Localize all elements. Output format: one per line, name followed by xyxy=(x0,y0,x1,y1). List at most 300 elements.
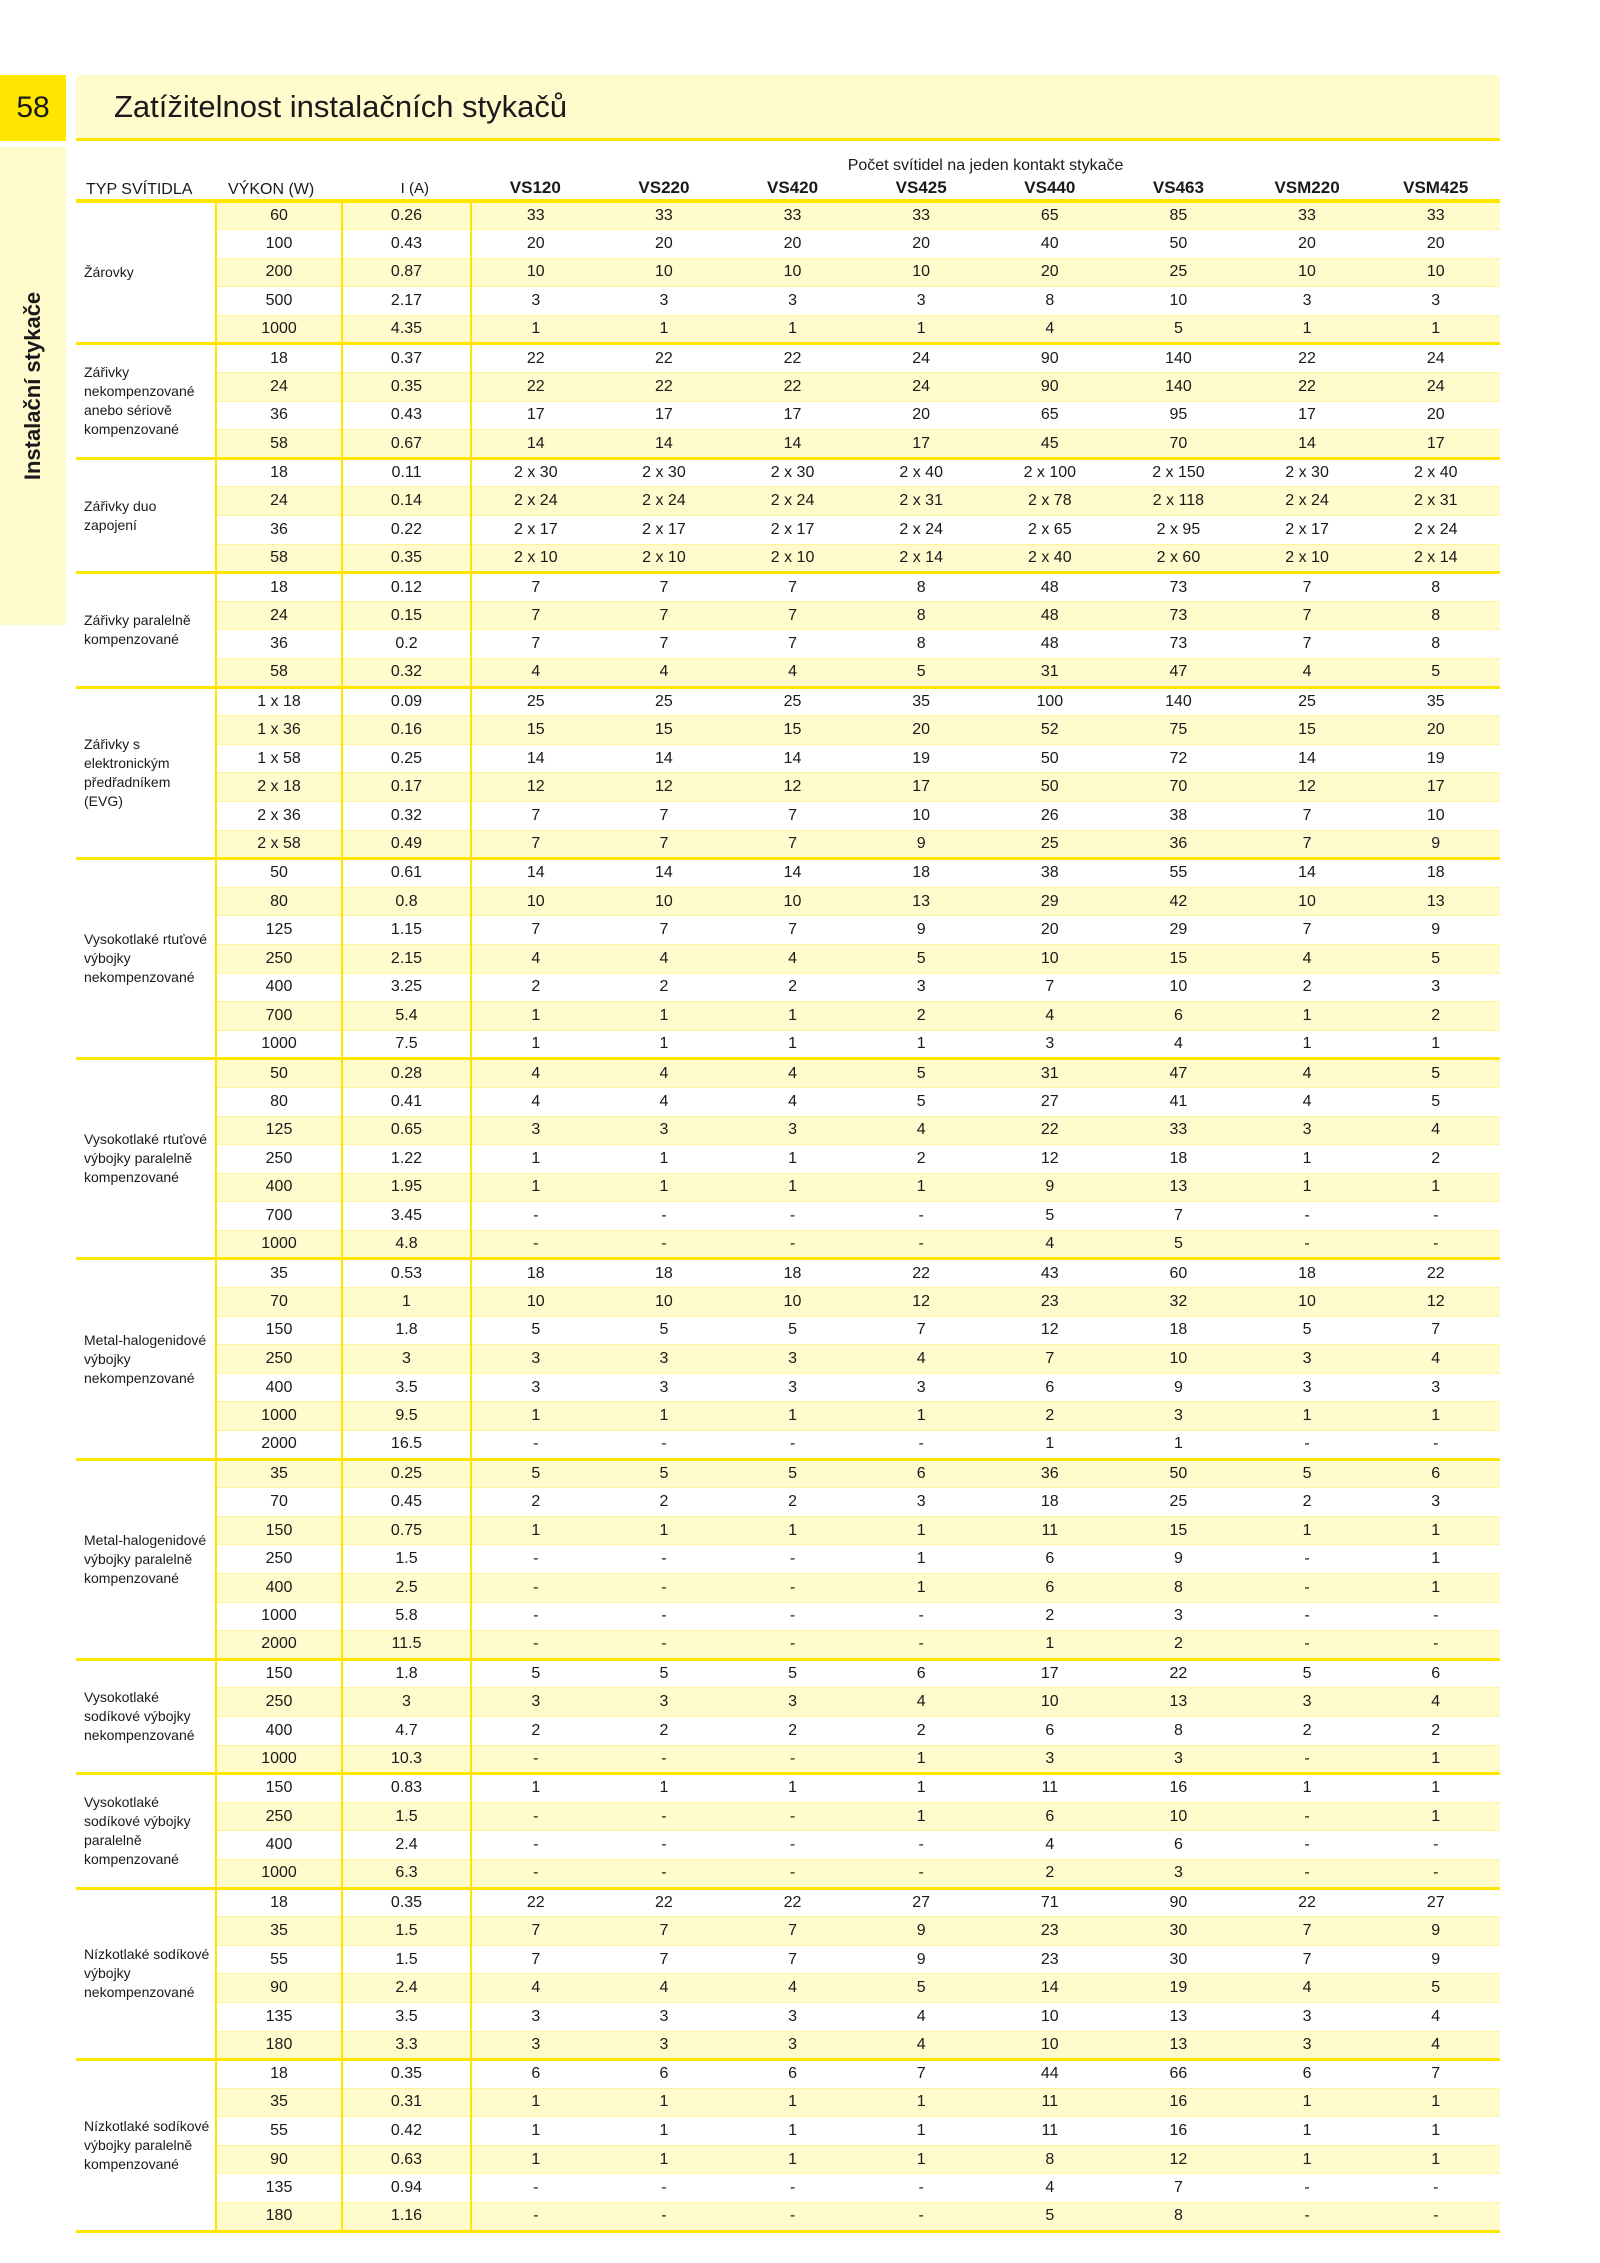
power-cell: 180 xyxy=(216,2031,342,2060)
header-type: TYP SVÍTIDLA xyxy=(86,181,193,198)
current-cell: 7.5 xyxy=(342,1030,471,1059)
count-cell: 22 xyxy=(471,344,600,373)
count-cell: 4 xyxy=(857,2002,986,2031)
count-cell: 22 xyxy=(728,373,857,402)
current-cell: 0.37 xyxy=(342,344,471,373)
count-cell: 18 xyxy=(1114,1145,1243,1174)
table-row xyxy=(76,287,1500,316)
count-cell: 1 xyxy=(857,1774,986,1803)
count-cell: 9 xyxy=(857,1917,986,1946)
count-cell: - xyxy=(728,1545,857,1574)
count-cell: 2 xyxy=(857,1145,986,1174)
count-cell: 1 xyxy=(728,315,857,344)
count-cell: 11 xyxy=(986,2088,1115,2117)
lamp-type-cell: Nízkotlaké sodíkové výbojky nekompenzované xyxy=(76,1888,216,2060)
count-cell: 4 xyxy=(728,1059,857,1088)
power-cell: 35 xyxy=(216,1459,342,1488)
count-cell: 5 xyxy=(600,1459,729,1488)
count-cell: 3 xyxy=(471,1688,600,1717)
count-cell: 5 xyxy=(471,1459,600,1488)
count-cell: 47 xyxy=(1114,659,1243,688)
lamp-type-cell: Vysokotlaké rtuťové výbojky paralelně kompenzované xyxy=(76,1059,216,1259)
count-cell: 2 x 10 xyxy=(471,544,600,573)
count-cell: 2 x 14 xyxy=(857,544,986,573)
count-cell: 44 xyxy=(986,2060,1115,2089)
count-cell: 6 xyxy=(1371,1659,1500,1688)
current-cell: 0.8 xyxy=(342,887,471,916)
count-cell: 7 xyxy=(600,630,729,659)
header-model-vs463: VS463 xyxy=(1152,178,1204,197)
count-cell: 1 xyxy=(857,1802,986,1831)
power-cell: 18 xyxy=(216,573,342,602)
count-cell: 7 xyxy=(728,916,857,945)
count-cell: 4 xyxy=(1371,1345,1500,1374)
count-cell: 1 xyxy=(471,2088,600,2117)
count-cell: 22 xyxy=(728,1888,857,1917)
count-cell: 7 xyxy=(728,1945,857,1974)
count-cell: 2 x 24 xyxy=(1243,487,1372,516)
count-cell: 3 xyxy=(471,2002,600,2031)
count-cell: 7 xyxy=(728,830,857,859)
count-cell: 29 xyxy=(1114,916,1243,945)
count-cell: 20 xyxy=(471,230,600,259)
count-cell: - xyxy=(857,2203,986,2232)
current-cell: 3.45 xyxy=(342,1202,471,1231)
count-cell: 9 xyxy=(986,1173,1115,1202)
count-cell: - xyxy=(471,1431,600,1460)
power-cell: 100 xyxy=(216,230,342,259)
power-cell: 90 xyxy=(216,1974,342,2003)
header-model-vs220: VS220 xyxy=(638,178,690,197)
count-cell: 29 xyxy=(986,887,1115,916)
count-cell: 5 xyxy=(471,1659,600,1688)
count-cell: 20 xyxy=(1371,230,1500,259)
count-cell: 3 xyxy=(600,1345,729,1374)
power-cell: 55 xyxy=(216,1945,342,1974)
current-cell: 0.42 xyxy=(342,2117,471,2146)
count-cell: 1 xyxy=(1243,1145,1372,1174)
count-cell: 8 xyxy=(857,630,986,659)
count-cell: 8 xyxy=(1114,1574,1243,1603)
count-cell: 6 xyxy=(857,1659,986,1688)
count-cell: 41 xyxy=(1114,1087,1243,1116)
power-cell: 400 xyxy=(216,1574,342,1603)
current-cell: 0.83 xyxy=(342,1774,471,1803)
count-cell: 7 xyxy=(1114,2174,1243,2203)
load-table-wrap xyxy=(76,147,1500,2233)
count-cell: 2 x 17 xyxy=(471,516,600,545)
count-cell: 1 xyxy=(857,1516,986,1545)
count-cell: 4 xyxy=(857,1345,986,1374)
count-cell: 15 xyxy=(728,716,857,745)
count-cell: - xyxy=(1243,1431,1372,1460)
count-cell: 2 x 30 xyxy=(728,458,857,487)
count-cell: 35 xyxy=(857,687,986,716)
table-row xyxy=(76,801,1500,830)
count-cell: 2 x 150 xyxy=(1114,458,1243,487)
count-cell: 2 xyxy=(471,1488,600,1517)
lamp-type-cell: Metal-halogenidové výbojky nekompenzované xyxy=(76,1259,216,1459)
current-cell: 0.22 xyxy=(342,516,471,545)
count-cell: 1 xyxy=(857,1030,986,1059)
count-cell: 1 xyxy=(600,2088,729,2117)
current-cell: 4.8 xyxy=(342,1230,471,1259)
count-cell: 2 x 30 xyxy=(471,458,600,487)
count-cell: 4 xyxy=(986,1831,1115,1860)
power-cell: 1 x 36 xyxy=(216,716,342,745)
table-row xyxy=(76,1888,1500,1917)
power-cell: 1000 xyxy=(216,1230,342,1259)
count-cell: - xyxy=(471,1802,600,1831)
count-cell: 1 xyxy=(728,1173,857,1202)
count-cell: 6 xyxy=(600,2060,729,2089)
power-cell: 1000 xyxy=(216,1402,342,1431)
count-cell: - xyxy=(471,1230,600,1259)
count-cell: 33 xyxy=(728,201,857,230)
table-body xyxy=(76,201,1500,2231)
count-cell: - xyxy=(1243,1859,1372,1888)
count-cell: 1 xyxy=(600,315,729,344)
count-cell: 23 xyxy=(986,1917,1115,1946)
count-cell: - xyxy=(728,1745,857,1774)
count-cell: 14 xyxy=(471,430,600,459)
count-cell: 1 xyxy=(1371,2145,1500,2174)
count-cell: 40 xyxy=(986,230,1115,259)
count-cell: 12 xyxy=(471,773,600,802)
power-cell: 35 xyxy=(216,2088,342,2117)
count-cell: 1 xyxy=(600,1402,729,1431)
table-row xyxy=(76,1316,1500,1345)
count-cell: 4 xyxy=(986,1230,1115,1259)
count-cell: 27 xyxy=(986,1087,1115,1116)
current-cell: 0.35 xyxy=(342,373,471,402)
power-cell: 135 xyxy=(216,2002,342,2031)
power-cell: 2000 xyxy=(216,1631,342,1660)
count-cell: 2 x 24 xyxy=(1371,516,1500,545)
count-cell: 7 xyxy=(1243,916,1372,945)
power-cell: 1000 xyxy=(216,1859,342,1888)
count-cell: 73 xyxy=(1114,601,1243,630)
table-row xyxy=(76,1802,1500,1831)
count-cell: 17 xyxy=(1371,430,1500,459)
count-cell: 20 xyxy=(1243,230,1372,259)
power-cell: 24 xyxy=(216,487,342,516)
count-cell: 14 xyxy=(471,859,600,888)
count-cell: - xyxy=(471,1859,600,1888)
count-cell: 30 xyxy=(1114,1917,1243,1946)
count-cell: 7 xyxy=(471,1945,600,1974)
count-cell: - xyxy=(728,1431,857,1460)
power-cell: 1000 xyxy=(216,1030,342,1059)
current-cell: 0.41 xyxy=(342,1087,471,1116)
count-cell: 2 xyxy=(1243,1716,1372,1745)
count-cell: 140 xyxy=(1114,373,1243,402)
power-cell: 80 xyxy=(216,1087,342,1116)
current-cell: 0.35 xyxy=(342,544,471,573)
count-cell: 1 xyxy=(1243,2145,1372,2174)
power-cell: 18 xyxy=(216,458,342,487)
table-row xyxy=(76,573,1500,602)
count-cell: 36 xyxy=(986,1459,1115,1488)
count-cell: - xyxy=(471,1631,600,1660)
table-row xyxy=(76,1745,1500,1774)
count-cell: 9 xyxy=(1371,1945,1500,1974)
count-cell: - xyxy=(728,1602,857,1631)
power-cell: 18 xyxy=(216,2060,342,2089)
current-cell: 2.4 xyxy=(342,1831,471,1860)
lamp-type-cell: Vysokotlaké sodíkové výbojky paralelně kompenzované xyxy=(76,1774,216,1888)
count-cell: 33 xyxy=(1114,1116,1243,1145)
power-cell: 200 xyxy=(216,258,342,287)
count-cell: 24 xyxy=(1371,373,1500,402)
count-cell: 4 xyxy=(1371,1688,1500,1717)
count-cell: 5 xyxy=(857,1087,986,1116)
count-cell: - xyxy=(600,1631,729,1660)
lamp-type-cell: Zářivky duo zapojení xyxy=(76,458,216,572)
count-cell: 8 xyxy=(1371,630,1500,659)
current-cell: 5.8 xyxy=(342,1602,471,1631)
count-cell: 12 xyxy=(1114,2145,1243,2174)
count-cell: 70 xyxy=(1114,773,1243,802)
count-cell: 5 xyxy=(728,1316,857,1345)
lamp-type-cell: Vysokotlaké rtuťové výbojky nekompenzované xyxy=(76,859,216,1059)
current-cell: 1.5 xyxy=(342,1945,471,1974)
count-cell: 2 x 10 xyxy=(600,544,729,573)
count-cell: 3 xyxy=(857,973,986,1002)
count-cell: 22 xyxy=(857,1259,986,1288)
count-cell: 7 xyxy=(471,801,600,830)
count-cell: 47 xyxy=(1114,1059,1243,1088)
power-cell: 36 xyxy=(216,516,342,545)
count-cell: 7 xyxy=(1114,1202,1243,1231)
count-cell: 25 xyxy=(728,687,857,716)
count-cell: 13 xyxy=(857,887,986,916)
count-cell: 1 xyxy=(471,2117,600,2146)
count-cell: 1 xyxy=(600,1774,729,1803)
table-row xyxy=(76,1545,1500,1574)
count-cell: 22 xyxy=(1243,373,1372,402)
table-row xyxy=(76,1202,1500,1231)
count-cell: 1 xyxy=(1371,1774,1500,1803)
count-cell: 1 xyxy=(986,1631,1115,1660)
count-cell: 85 xyxy=(1114,201,1243,230)
count-cell: - xyxy=(728,1859,857,1888)
current-cell: 0.94 xyxy=(342,2174,471,2203)
count-cell: 7 xyxy=(471,916,600,945)
count-cell: 12 xyxy=(728,773,857,802)
count-cell: 16 xyxy=(1114,2117,1243,2146)
count-cell: 1 xyxy=(471,1774,600,1803)
count-cell: 2 xyxy=(857,1002,986,1031)
table-row xyxy=(76,1716,1500,1745)
count-cell: 2 x 100 xyxy=(986,458,1115,487)
table-row xyxy=(76,2145,1500,2174)
current-cell: 16.5 xyxy=(342,1431,471,1460)
count-cell: - xyxy=(600,1574,729,1603)
count-cell: 35 xyxy=(1371,687,1500,716)
power-cell: 35 xyxy=(216,1917,342,1946)
current-cell: 0.87 xyxy=(342,258,471,287)
count-cell: - xyxy=(728,1574,857,1603)
count-cell: 2 xyxy=(728,1488,857,1517)
count-cell: 7 xyxy=(1371,1316,1500,1345)
count-cell: 1 xyxy=(728,1516,857,1545)
count-cell: 60 xyxy=(1114,1259,1243,1288)
count-cell: 12 xyxy=(1243,773,1372,802)
power-cell: 125 xyxy=(216,1116,342,1145)
page-title: Zatížitelnost instalačních stykačů xyxy=(114,89,568,124)
count-cell: 4 xyxy=(1243,1974,1372,2003)
count-cell: 1 xyxy=(857,1402,986,1431)
count-cell: 3 xyxy=(1114,1402,1243,1431)
count-cell: 24 xyxy=(857,344,986,373)
count-cell: 4 xyxy=(857,2031,986,2060)
power-cell: 400 xyxy=(216,1716,342,1745)
count-cell: 4 xyxy=(1371,1116,1500,1145)
count-cell: 27 xyxy=(1371,1888,1500,1917)
count-cell: 10 xyxy=(986,1688,1115,1717)
count-cell: 95 xyxy=(1114,401,1243,430)
table-row xyxy=(76,830,1500,859)
count-cell: - xyxy=(1243,1831,1372,1860)
lamp-type-cell: Zářivky paralelně kompenzované xyxy=(76,573,216,687)
count-cell: 7 xyxy=(986,973,1115,1002)
count-cell: - xyxy=(471,2174,600,2203)
count-cell: - xyxy=(600,1802,729,1831)
count-cell: 1 xyxy=(728,1030,857,1059)
current-cell: 3 xyxy=(342,1688,471,1717)
count-cell: 6 xyxy=(986,1802,1115,1831)
count-cell: 5 xyxy=(1371,944,1500,973)
count-cell: 2 xyxy=(600,1716,729,1745)
count-cell: 12 xyxy=(857,1288,986,1317)
count-cell: 7 xyxy=(1243,601,1372,630)
count-cell: 48 xyxy=(986,573,1115,602)
table-row xyxy=(76,516,1500,545)
count-cell: - xyxy=(1371,2203,1500,2232)
count-cell: 50 xyxy=(986,773,1115,802)
count-cell: 3 xyxy=(600,1116,729,1145)
count-cell: 33 xyxy=(600,201,729,230)
count-cell: - xyxy=(600,1602,729,1631)
table-row xyxy=(76,1488,1500,1517)
count-cell: 14 xyxy=(600,859,729,888)
power-cell: 2 x 58 xyxy=(216,830,342,859)
power-cell: 24 xyxy=(216,601,342,630)
count-cell: 10 xyxy=(600,258,729,287)
count-cell: 1 xyxy=(1243,1774,1372,1803)
current-cell: 1 xyxy=(342,1288,471,1317)
count-cell: - xyxy=(1371,1859,1500,1888)
count-cell: - xyxy=(1243,1745,1372,1774)
count-cell: 22 xyxy=(600,1888,729,1917)
table-row xyxy=(76,258,1500,287)
count-cell: - xyxy=(1243,1574,1372,1603)
current-cell: 1.16 xyxy=(342,2203,471,2232)
count-cell: 4 xyxy=(471,1059,600,1088)
count-cell: 10 xyxy=(1114,1802,1243,1831)
count-cell: 2 x 24 xyxy=(600,487,729,516)
current-cell: 1.8 xyxy=(342,1316,471,1345)
count-cell: 71 xyxy=(986,1888,1115,1917)
count-cell: 1 xyxy=(1114,1431,1243,1460)
count-cell: 22 xyxy=(1243,1888,1372,1917)
count-cell: 10 xyxy=(1371,258,1500,287)
count-cell: 73 xyxy=(1114,573,1243,602)
count-cell: 10 xyxy=(1243,258,1372,287)
power-cell: 150 xyxy=(216,1516,342,1545)
table-row xyxy=(76,1002,1500,1031)
count-cell: 8 xyxy=(986,287,1115,316)
count-cell: 3 xyxy=(1114,1745,1243,1774)
count-cell: 1 xyxy=(600,2117,729,2146)
count-cell: 1 xyxy=(471,1030,600,1059)
count-cell: 1 xyxy=(1243,1173,1372,1202)
current-cell: 1.5 xyxy=(342,1802,471,1831)
count-cell: 4 xyxy=(857,1116,986,1145)
count-cell: 3 xyxy=(857,1488,986,1517)
count-cell: 36 xyxy=(1114,830,1243,859)
count-cell: - xyxy=(857,1202,986,1231)
count-cell: 2 x 10 xyxy=(1243,544,1372,573)
count-cell: 25 xyxy=(1243,687,1372,716)
table-row xyxy=(76,716,1500,745)
count-cell: 3 xyxy=(1371,973,1500,1002)
header-model-vs440: VS440 xyxy=(1024,178,1076,197)
count-cell: 6 xyxy=(1371,1459,1500,1488)
count-cell: 14 xyxy=(728,744,857,773)
count-cell: 5 xyxy=(986,1202,1115,1231)
table-row xyxy=(76,1087,1500,1116)
count-cell: 1 xyxy=(600,1030,729,1059)
count-cell: 17 xyxy=(857,430,986,459)
count-cell: 13 xyxy=(1371,887,1500,916)
count-cell: 9 xyxy=(1371,916,1500,945)
table-row xyxy=(76,773,1500,802)
count-cell: 6 xyxy=(986,1373,1115,1402)
count-cell: 2 x 10 xyxy=(728,544,857,573)
table-row xyxy=(76,544,1500,573)
current-cell: 0.43 xyxy=(342,401,471,430)
count-cell: 10 xyxy=(1243,887,1372,916)
count-cell: - xyxy=(471,2203,600,2232)
count-cell: 1 xyxy=(1371,315,1500,344)
table-row xyxy=(76,2002,1500,2031)
count-cell: - xyxy=(471,1574,600,1603)
current-cell: 0.25 xyxy=(342,1459,471,1488)
count-cell: 4 xyxy=(600,1087,729,1116)
count-cell: 5 xyxy=(1371,659,1500,688)
current-cell: 0.53 xyxy=(342,1259,471,1288)
table-row xyxy=(76,1602,1500,1631)
count-cell: 2 x 31 xyxy=(1371,487,1500,516)
count-cell: 33 xyxy=(1243,201,1372,230)
table-row xyxy=(76,973,1500,1002)
count-cell: 20 xyxy=(600,230,729,259)
count-cell: 1 xyxy=(1243,1402,1372,1431)
count-cell: - xyxy=(600,1202,729,1231)
count-cell: - xyxy=(600,1545,729,1574)
count-cell: 20 xyxy=(857,401,986,430)
table-row xyxy=(76,601,1500,630)
table-row xyxy=(76,944,1500,973)
count-cell: 20 xyxy=(857,716,986,745)
count-cell: - xyxy=(1243,1802,1372,1831)
current-cell: 4.35 xyxy=(342,315,471,344)
count-cell: - xyxy=(600,1431,729,1460)
count-cell: 18 xyxy=(471,1259,600,1288)
count-cell: 50 xyxy=(986,744,1115,773)
